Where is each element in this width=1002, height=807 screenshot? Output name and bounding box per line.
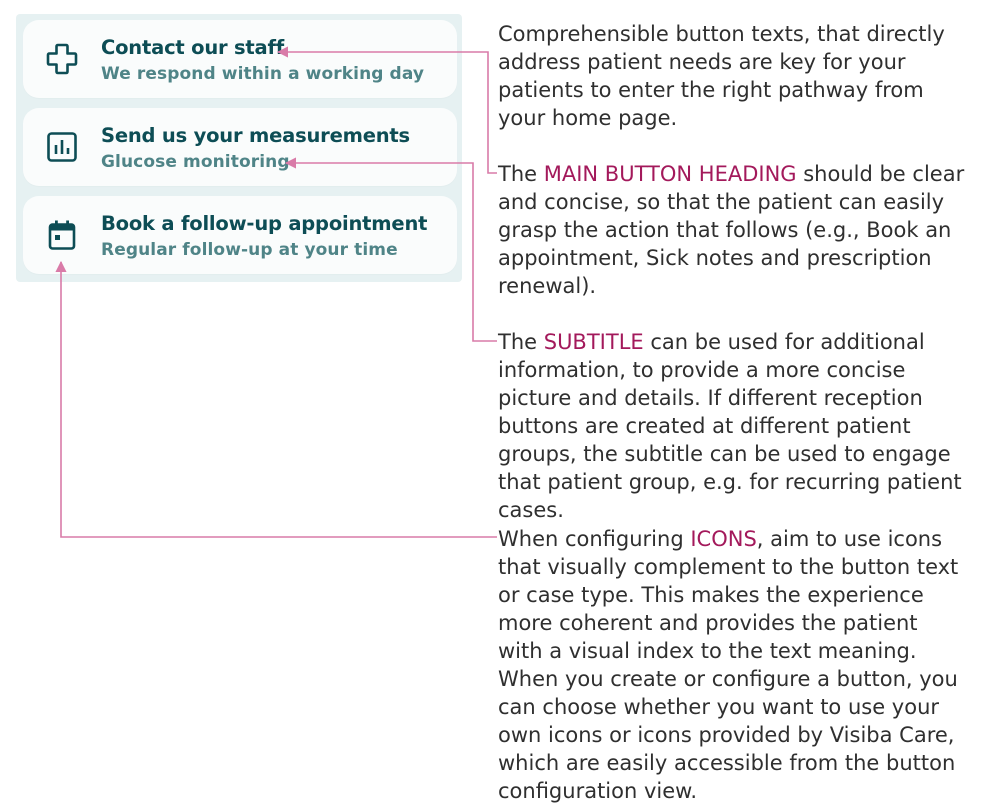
button-subtitle: Regular follow-up at your time xyxy=(101,240,398,260)
send-measurements-button[interactable] xyxy=(23,108,457,186)
book-appointment-button[interactable] xyxy=(23,196,457,274)
intro-annotation: Comprehensible button texts, that directly address patient needs are key for your patients to enter the right pathway from your home page. xyxy=(498,22,945,130)
main-button-heading-term: MAIN BUTTON HEADING xyxy=(543,162,797,186)
button-subtitle: Glucose monitoring xyxy=(101,152,290,172)
annotation-text: The xyxy=(498,330,544,354)
annotation-text: When configuring xyxy=(498,527,691,551)
button-subtitle: We respond within a working day xyxy=(101,64,425,84)
button-heading: Contact our staff xyxy=(101,36,285,59)
annotation-text: can be used for additional information, to provide a more concise picture and details. If different reception buttons are created at different patient groups, the subtitle can be used to engage that patient group, e.g. for recurring patient cases. xyxy=(498,330,962,522)
subtitle-term: SUBTITLE xyxy=(543,330,644,354)
icon-arrow xyxy=(61,262,497,537)
annotation-text: The xyxy=(498,162,544,186)
button-heading: Book a follow-up appointment xyxy=(101,212,428,235)
icons-term: ICONS xyxy=(690,527,757,551)
heading-annotation xyxy=(498,160,968,300)
subtitle-annotation xyxy=(498,328,968,524)
annotation-text: should be clear and concise, so that the patient can easily grasp the action that follows (e.g., Book an appointment, Sick notes and prescription renewal). xyxy=(498,162,965,298)
bar-chart-icon xyxy=(45,130,79,164)
contact-staff-button[interactable] xyxy=(23,20,457,98)
medical-cross-icon xyxy=(45,42,79,76)
annotation-text: , aim to use icons that visually complement to the button text or case type. This makes the experience more coherent and provides the patient with a visual index to the text meaning. When you create or configure a button, you can choose whether you want to use your own icons or icons provided by Visiba Care, which are easily accessible from the button configuration view. xyxy=(498,527,959,803)
calendar-icon xyxy=(45,218,79,252)
button-heading: Send us your measurements xyxy=(101,124,410,147)
icons-annotation xyxy=(498,525,968,805)
